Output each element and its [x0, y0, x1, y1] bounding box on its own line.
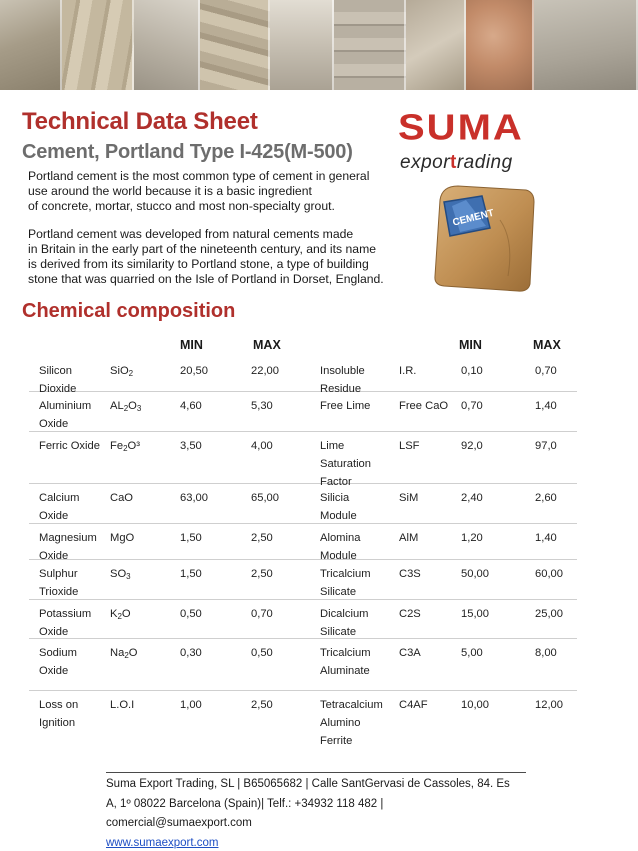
property-abbreviation: C2S [399, 608, 421, 620]
footer-line: Suma Export Trading, SL | B65065682 | Calle SantGervasi de Cassoles, 84. Es [106, 778, 510, 790]
page-subtitle: Cement, Portland Type I-425(M-500) [22, 141, 353, 163]
cell-line: Alomina [320, 532, 361, 544]
max-value: 2,50 [251, 532, 273, 544]
cell-line: Residue [320, 383, 362, 395]
logo-brand: SUMA [398, 108, 524, 148]
table-row [29, 484, 577, 524]
property-abbreviation: C3S [399, 568, 421, 580]
photo-tile [406, 0, 466, 90]
column-header-min: MIN [180, 338, 203, 352]
property-name [320, 644, 402, 680]
logo-tagline [400, 152, 513, 174]
cell-line: Dioxide [39, 383, 77, 395]
component-name [39, 437, 103, 455]
min-value: 5,00 [461, 647, 483, 659]
cell-line: Oxide [39, 510, 69, 522]
table-row [29, 357, 577, 395]
column-header-max: MAX [533, 338, 561, 352]
cell-line: Potassium [39, 608, 92, 620]
min-value: 1,20 [461, 532, 483, 544]
property-abbreviation: LSF [399, 440, 420, 452]
formula-part: CaO [110, 492, 134, 504]
footer-line: A, 1º 08022 Barcelona (Spain)| Telf.: +34932 118 482 | [106, 797, 384, 810]
formula-part: O [121, 608, 131, 620]
cell-line: Aluminate [320, 665, 370, 677]
photo-tile [270, 0, 334, 90]
component-name [39, 644, 103, 680]
property-name [320, 437, 402, 491]
cell-line: Dicalcium [320, 608, 369, 620]
component-name [39, 397, 103, 433]
max-value: 2,50 [251, 568, 273, 580]
photo-tile [0, 0, 62, 90]
formula-part: O [128, 647, 138, 659]
cell-line: Magnesium [39, 532, 97, 544]
table-row [29, 560, 577, 600]
property-name [320, 696, 402, 750]
bag-label: CEMENT [451, 207, 496, 229]
max-value: 60,00 [535, 568, 563, 580]
min-value: 10,00 [461, 699, 489, 711]
cell-line: Free Lime [320, 400, 371, 412]
cell-line: Calcium [39, 492, 80, 504]
cell-line: Module [320, 510, 357, 522]
formula [110, 529, 134, 547]
formula [110, 362, 133, 380]
cell-line: Ferrite [320, 735, 353, 747]
formula [110, 565, 131, 583]
photo-tile [466, 0, 534, 90]
table-row [29, 392, 577, 432]
min-value: 1,00 [180, 699, 202, 711]
cell-line: Module [320, 550, 357, 562]
max-value: 2,60 [535, 492, 557, 504]
min-value: 20,50 [180, 365, 208, 377]
cell-line: Saturation [320, 458, 371, 470]
formula-part: 2 [123, 404, 129, 413]
property-abbreviation: Free CaO [399, 400, 449, 412]
property-abbreviation: SiM [399, 492, 419, 504]
photo-tile [62, 0, 134, 90]
property-name [320, 489, 402, 525]
formula-part: 2 [117, 612, 122, 621]
formula-part: O³ [127, 440, 140, 452]
photo-tile [534, 0, 638, 90]
table-row [29, 691, 577, 747]
photo-tile [334, 0, 406, 90]
intro-paragraph-2 [28, 227, 388, 287]
suma-logo [398, 110, 578, 180]
property-abbreviation: I.R. [399, 365, 417, 377]
max-value: 12,00 [535, 699, 563, 711]
formula-part: 2 [124, 651, 129, 660]
component-name [39, 489, 103, 525]
formula [110, 644, 137, 662]
max-value: 1,40 [535, 400, 557, 412]
min-value: 50,00 [461, 568, 489, 580]
logo-tagline-part: t [450, 152, 457, 173]
max-value: 5,30 [251, 400, 273, 412]
paragraph-line: is derived from its similarity to Portland stone, a type of building [28, 257, 369, 271]
website-link[interactable]: www.sumaexport.com [106, 836, 219, 849]
max-value: 2,50 [251, 699, 273, 711]
cell-line: Ignition [39, 717, 76, 729]
cell-line: Silicia [320, 492, 350, 504]
min-value: 2,40 [461, 492, 483, 504]
chemical-composition-table [29, 335, 577, 747]
property-name [320, 565, 402, 601]
max-value: 65,00 [251, 492, 279, 504]
max-value: 22,00 [251, 365, 279, 377]
formula-part: SO [110, 568, 127, 580]
paragraph-line: use around the world because it is a basic ingredient [28, 184, 312, 198]
property-abbreviation: C4AF [399, 699, 428, 711]
min-value: 15,00 [461, 608, 489, 620]
formula-part: 3 [126, 572, 131, 581]
min-value: 63,00 [180, 492, 208, 504]
cell-line: Silicate [320, 586, 357, 598]
table-body [29, 357, 577, 747]
property-abbreviation: C3A [399, 647, 421, 659]
paragraph-line: in Britain in the early part of the nineteenth century, and its name [28, 242, 376, 256]
component-name [39, 565, 103, 601]
paragraph-line: Portland cement is the most common type of cement in general [28, 169, 370, 183]
formula-part: Fe [110, 440, 124, 452]
column-header-max: MAX [253, 338, 281, 352]
footer-email: comercial@sumaexport.com [106, 817, 252, 829]
photo-tile [134, 0, 200, 90]
header-photo-strip [0, 0, 638, 90]
formula [110, 489, 133, 507]
photo-tile [200, 0, 270, 90]
paragraph-line: of concrete, mortar, stucco and most non-specialty grout. [28, 199, 335, 213]
min-value: 0,30 [180, 647, 202, 659]
formula [110, 605, 131, 623]
cell-line: Ferric Oxide [39, 440, 100, 452]
max-value: 4,00 [251, 440, 273, 452]
cell-line: Trioxide [39, 586, 79, 598]
formula-part: L.O.I [110, 699, 135, 711]
cell-line: Silicate [320, 626, 357, 638]
formula [110, 696, 134, 714]
formula-part: 2 [128, 369, 134, 378]
max-value: 1,40 [535, 532, 557, 544]
cell-line: Oxide [39, 418, 69, 430]
paragraph-line: Portland cement was developed from natural cements made [28, 227, 354, 241]
cell-line: Lime [320, 440, 345, 452]
cement-bag-icon [430, 180, 538, 295]
formula-part: MgO [110, 532, 135, 544]
formula-part: 3 [136, 404, 142, 413]
table-row [29, 524, 577, 560]
formula-part: AL [110, 400, 124, 412]
property-name [320, 605, 402, 641]
table-header [29, 335, 577, 357]
intro-paragraph-1 [28, 169, 380, 214]
formula-part: SiO [110, 365, 129, 377]
cell-line: Loss on [39, 699, 79, 711]
min-value: 0,70 [461, 400, 483, 412]
min-value: 1,50 [180, 532, 202, 544]
cell-line: Aluminium [39, 400, 92, 412]
cell-line: Factor [320, 476, 352, 488]
property-abbreviation: AlM [399, 532, 419, 544]
cell-line: Oxide [39, 626, 69, 638]
table-row [29, 432, 577, 488]
min-value: 4,60 [180, 400, 202, 412]
min-value: 0,50 [180, 608, 202, 620]
footer [106, 772, 526, 851]
min-value: 0,10 [461, 365, 483, 377]
column-header-min: MIN [459, 338, 482, 352]
component-name [39, 605, 103, 641]
formula [110, 437, 140, 455]
max-value: 25,00 [535, 608, 563, 620]
min-value: 92,0 [461, 440, 483, 452]
formula-part: O [128, 400, 137, 412]
table-row [29, 639, 577, 691]
cell-line: Alumino [320, 717, 361, 729]
section-title: Chemical composition [22, 300, 236, 322]
formula-part: Na [110, 647, 125, 659]
logo-tagline-part: rading [456, 152, 513, 173]
cell-line: Tetracalcium [320, 699, 383, 711]
cell-line: Tricalcium [320, 568, 371, 580]
formula-part: K [110, 608, 118, 620]
formula-part: 2 [123, 444, 128, 453]
max-value: 0,70 [251, 608, 273, 620]
logo-tagline-part: expor [400, 152, 451, 173]
cell-line: Silicon [39, 365, 72, 377]
formula [110, 397, 141, 415]
max-value: 0,70 [535, 365, 557, 377]
property-name [320, 397, 402, 415]
paragraph-line: stone that was quarried on the Isle of Portland in Dorset, England. [28, 272, 384, 286]
page-title: Technical Data Sheet [22, 108, 258, 135]
cell-line: Sodium [39, 647, 77, 659]
table-row [29, 600, 577, 639]
min-value: 1,50 [180, 568, 202, 580]
max-value: 8,00 [535, 647, 557, 659]
cell-line: Oxide [39, 665, 69, 677]
cell-line: Tricalcium [320, 647, 371, 659]
max-value: 97,0 [535, 440, 557, 452]
max-value: 0,50 [251, 647, 273, 659]
cell-line: Insoluble [320, 365, 365, 377]
component-name [39, 696, 103, 732]
cell-line: Oxide [39, 550, 69, 562]
cell-line: Sulphur [39, 568, 78, 580]
min-value: 3,50 [180, 440, 202, 452]
